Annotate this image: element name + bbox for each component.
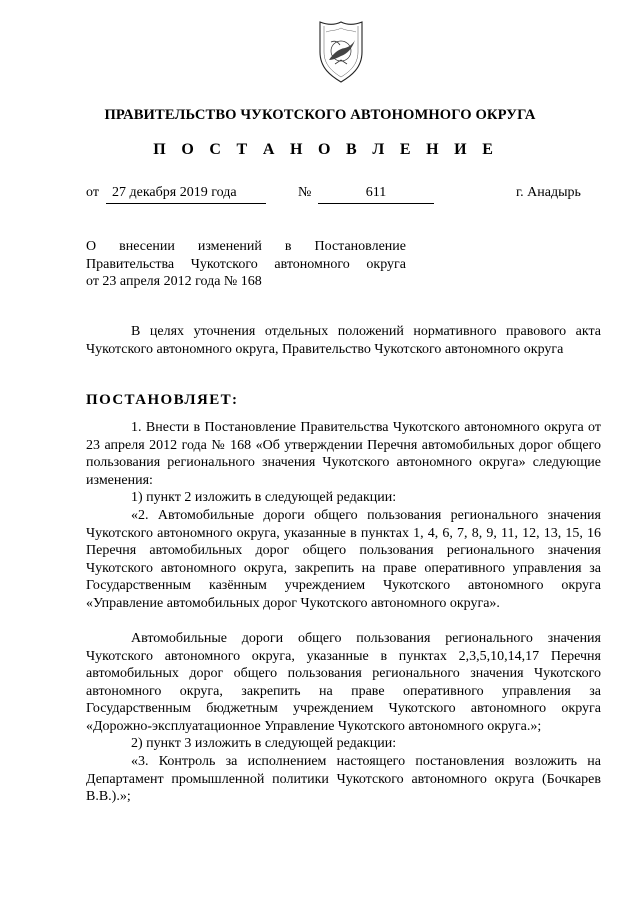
government-title: ПРАВИТЕЛЬСТВО ЧУКОТСКОГО АВТОНОМНОГО ОКРУГА [104,107,536,123]
preamble-paragraph: В целях уточнения отдельных положений нормативного правового акта Чукотского автономного округа, Правительство Чукотского автономного округа [86,324,601,357]
decree-subject [86,238,406,291]
coat-of-arms-emblem [311,16,371,86]
paragraph-6: «3. Контроль за исполнением настоящего постановления возложить на Департамент промышленной политики Чукотского автономного округа (Бочкарев В.В.).»; [86,754,601,804]
paragraph-5: 2) пункт 3 изложить в следующей редакции: [131,736,397,751]
resolves-heading: ПОСТАНОВЛЯЕТ: [86,392,239,408]
paragraph-4: Автомобильные дороги общего пользования регионального значения Чукотского автономного округа, указанные в пунктах 2,3,5,10,14,17 Перечня автомобильных дорог общего пользования регионального значения Чукотского автономного округа, закрепить на праве оперативного управления за Государственным бюджетным учреждением Чукотского автономного округа «Дорожно-эксплуатационное Управление Чукотского автономного округа.»; [86,631,601,734]
decree-date-text: 27 декабря 2019 года [112,185,237,200]
decree-date [106,187,266,204]
decree-number [318,187,434,204]
decree-title: П О С Т А Н О В Л Е Н И Е [153,141,499,158]
paragraph-3: «2. Автомобильные дороги общего пользования регионального значения Чукотского автономного округа, указанные в пунктах 1, 4, 6, 7, 8, 9, 11, 12, 13, 15, 16 Перечня автомобильных дорог общего пользования регионального значения Чукотского автономного округа, закрепить на праве оперативного управления за Государственным казённым учреждением Чукотского автономного округа «Управление автомобильных дорог Чукотского автономного округа». [86,508,601,611]
subject-line-3: от 23 апреля 2012 года № 168 [86,274,262,289]
subject-line-2: Правительства Чукотского автономного округа [86,256,406,272]
paragraph-2: 1) пункт 2 изложить в следующей редакции: [131,490,397,505]
date-label: от [86,185,99,200]
number-label: № [298,185,312,200]
paragraph-1: 1. Внести в Постановление Правительства Чукотского автономного округа от 23 апреля 2012 года № 168 «Об утверждении Перечня автомобильных дорог общего пользования регионального значения Чукотского автономного округа» следующие изменения: [86,420,601,488]
decree-number-text: 611 [365,185,387,200]
city: г. Анадырь [516,185,581,200]
subject-line-1: О внесении изменений в Постановление [86,239,406,254]
chukotka-emblem-icon [311,16,371,86]
